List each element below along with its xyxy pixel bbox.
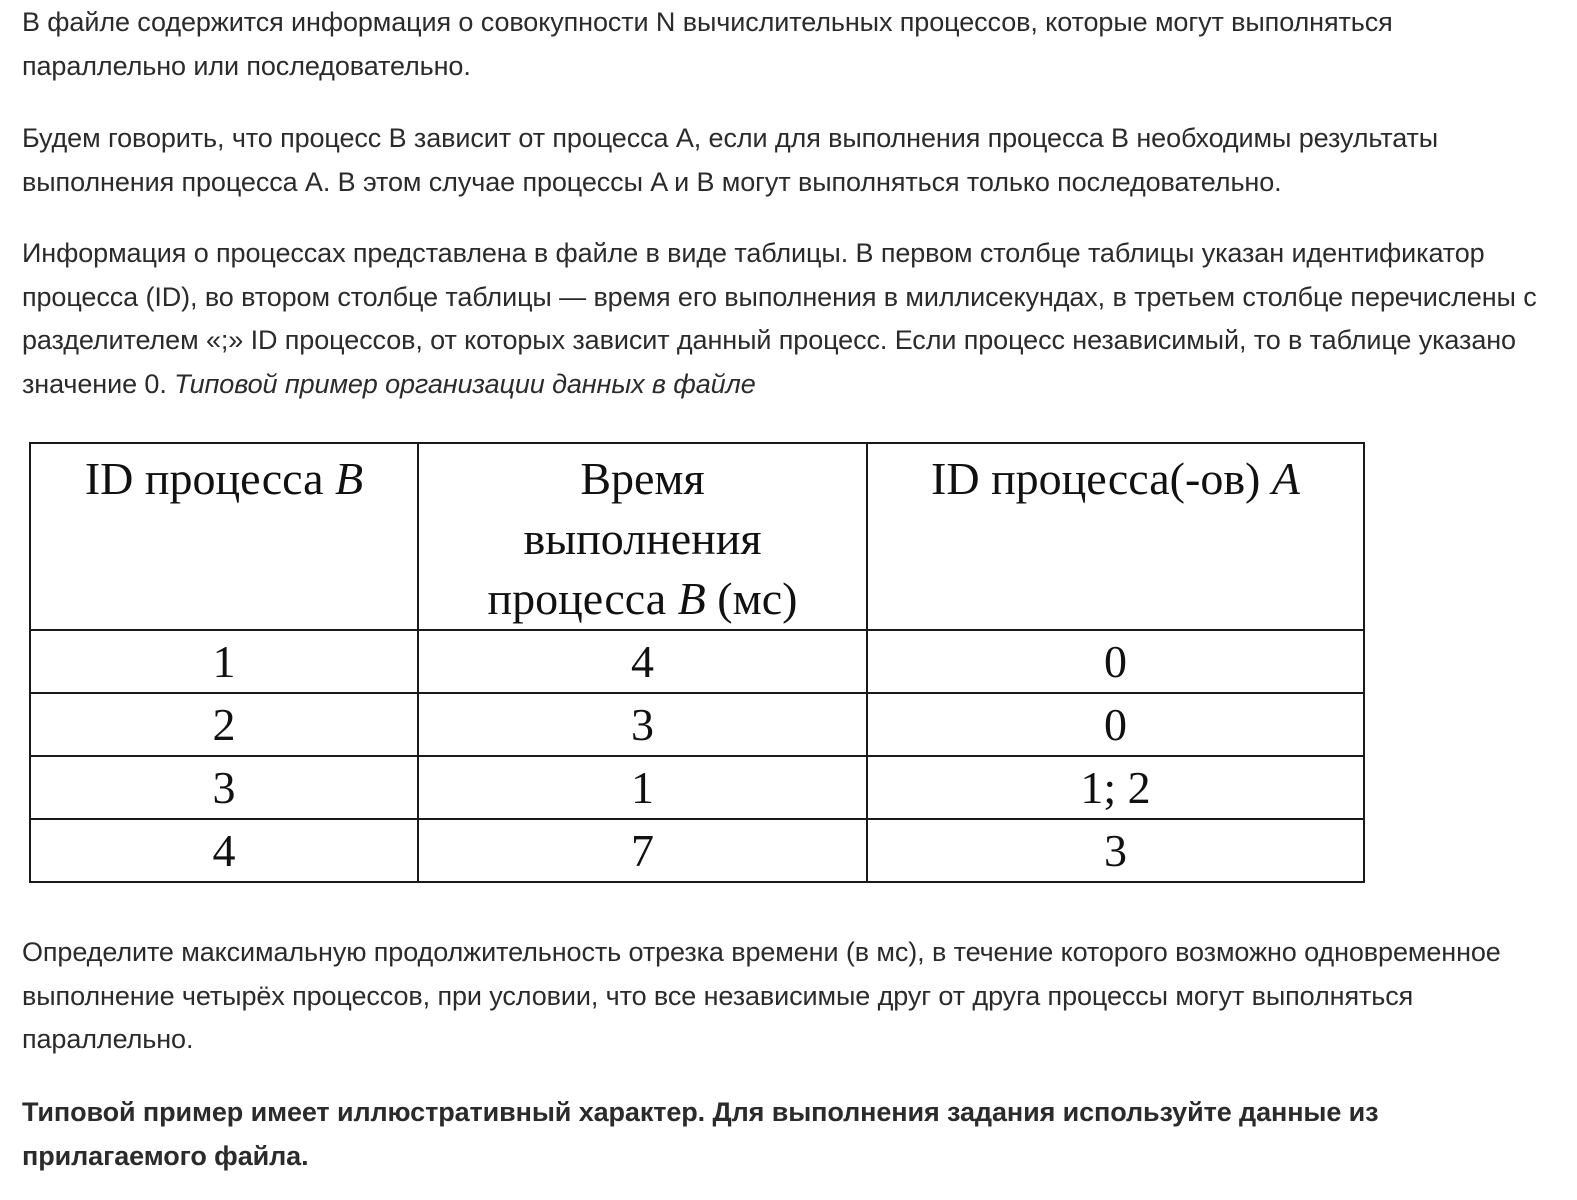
table-example-caption: Типовой пример организации данных в файле — [174, 368, 756, 399]
cell-deps: 0 — [867, 693, 1364, 756]
table-row — [30, 693, 1364, 756]
cell-id: 2 — [30, 693, 418, 756]
cell-time: 3 — [418, 693, 867, 756]
cell-time: 7 — [418, 819, 867, 882]
paragraph-question: Определите максимальную продолжительность отрезка времени (в мс), в течение которого возможно одновременное выполнение четырёх процессов, при условии, что все независимые друг от друга процессы могут выполняться параллельно. — [22, 937, 1501, 1054]
cell-deps: 0 — [867, 630, 1364, 693]
example-table-image — [29, 442, 1365, 883]
table-header-row — [30, 443, 1364, 630]
header-process-a-ids: ID процесса(-ов) A — [867, 443, 1364, 630]
cell-id: 3 — [30, 756, 418, 819]
table-row — [30, 756, 1364, 819]
table-row — [30, 819, 1364, 882]
cell-deps: 3 — [867, 819, 1364, 882]
paragraph-table-description — [22, 232, 1552, 406]
cell-deps: 1; 2 — [867, 756, 1364, 819]
paragraph-intro: В файле содержится информация о совокупности N вычислительных процессов, которые могут выполняться параллельно или последовательно. — [22, 7, 1393, 81]
cell-id: 4 — [30, 819, 418, 882]
header-process-b-id: ID процесса B — [30, 443, 418, 630]
paragraph-dependency: Будем говорить, что процесс B зависит от процесса A, если для выполнения процесса B необходимы результаты выполнения процесса A. В этом случае процессы A и B могут выполняться только последовательно. — [22, 123, 1439, 197]
process-table — [29, 442, 1365, 883]
cell-id: 1 — [30, 630, 418, 693]
paragraph-note: Типовой пример имеет иллюстративный характер. Для выполнения задания используйте данные из прилагаемого файла. — [22, 1097, 1379, 1171]
cell-time: 4 — [418, 630, 867, 693]
cell-time: 1 — [418, 756, 867, 819]
table-row — [30, 630, 1364, 693]
table-description-text: Информация о процессах представлена в файле в виде таблицы. В первом столбце таблицы указан идентификатор процесса (ID), во втором столбце таблицы — время его выполнения в миллисекундах, в третьем столбце перечислены с разделителем «;» ID процессов, от которых зависит данный процесс. Если процесс независимый, то в таблице указано значение 0. — [22, 238, 1537, 399]
header-execution-time: Время выполнения процесса B (мс) — [418, 443, 867, 630]
